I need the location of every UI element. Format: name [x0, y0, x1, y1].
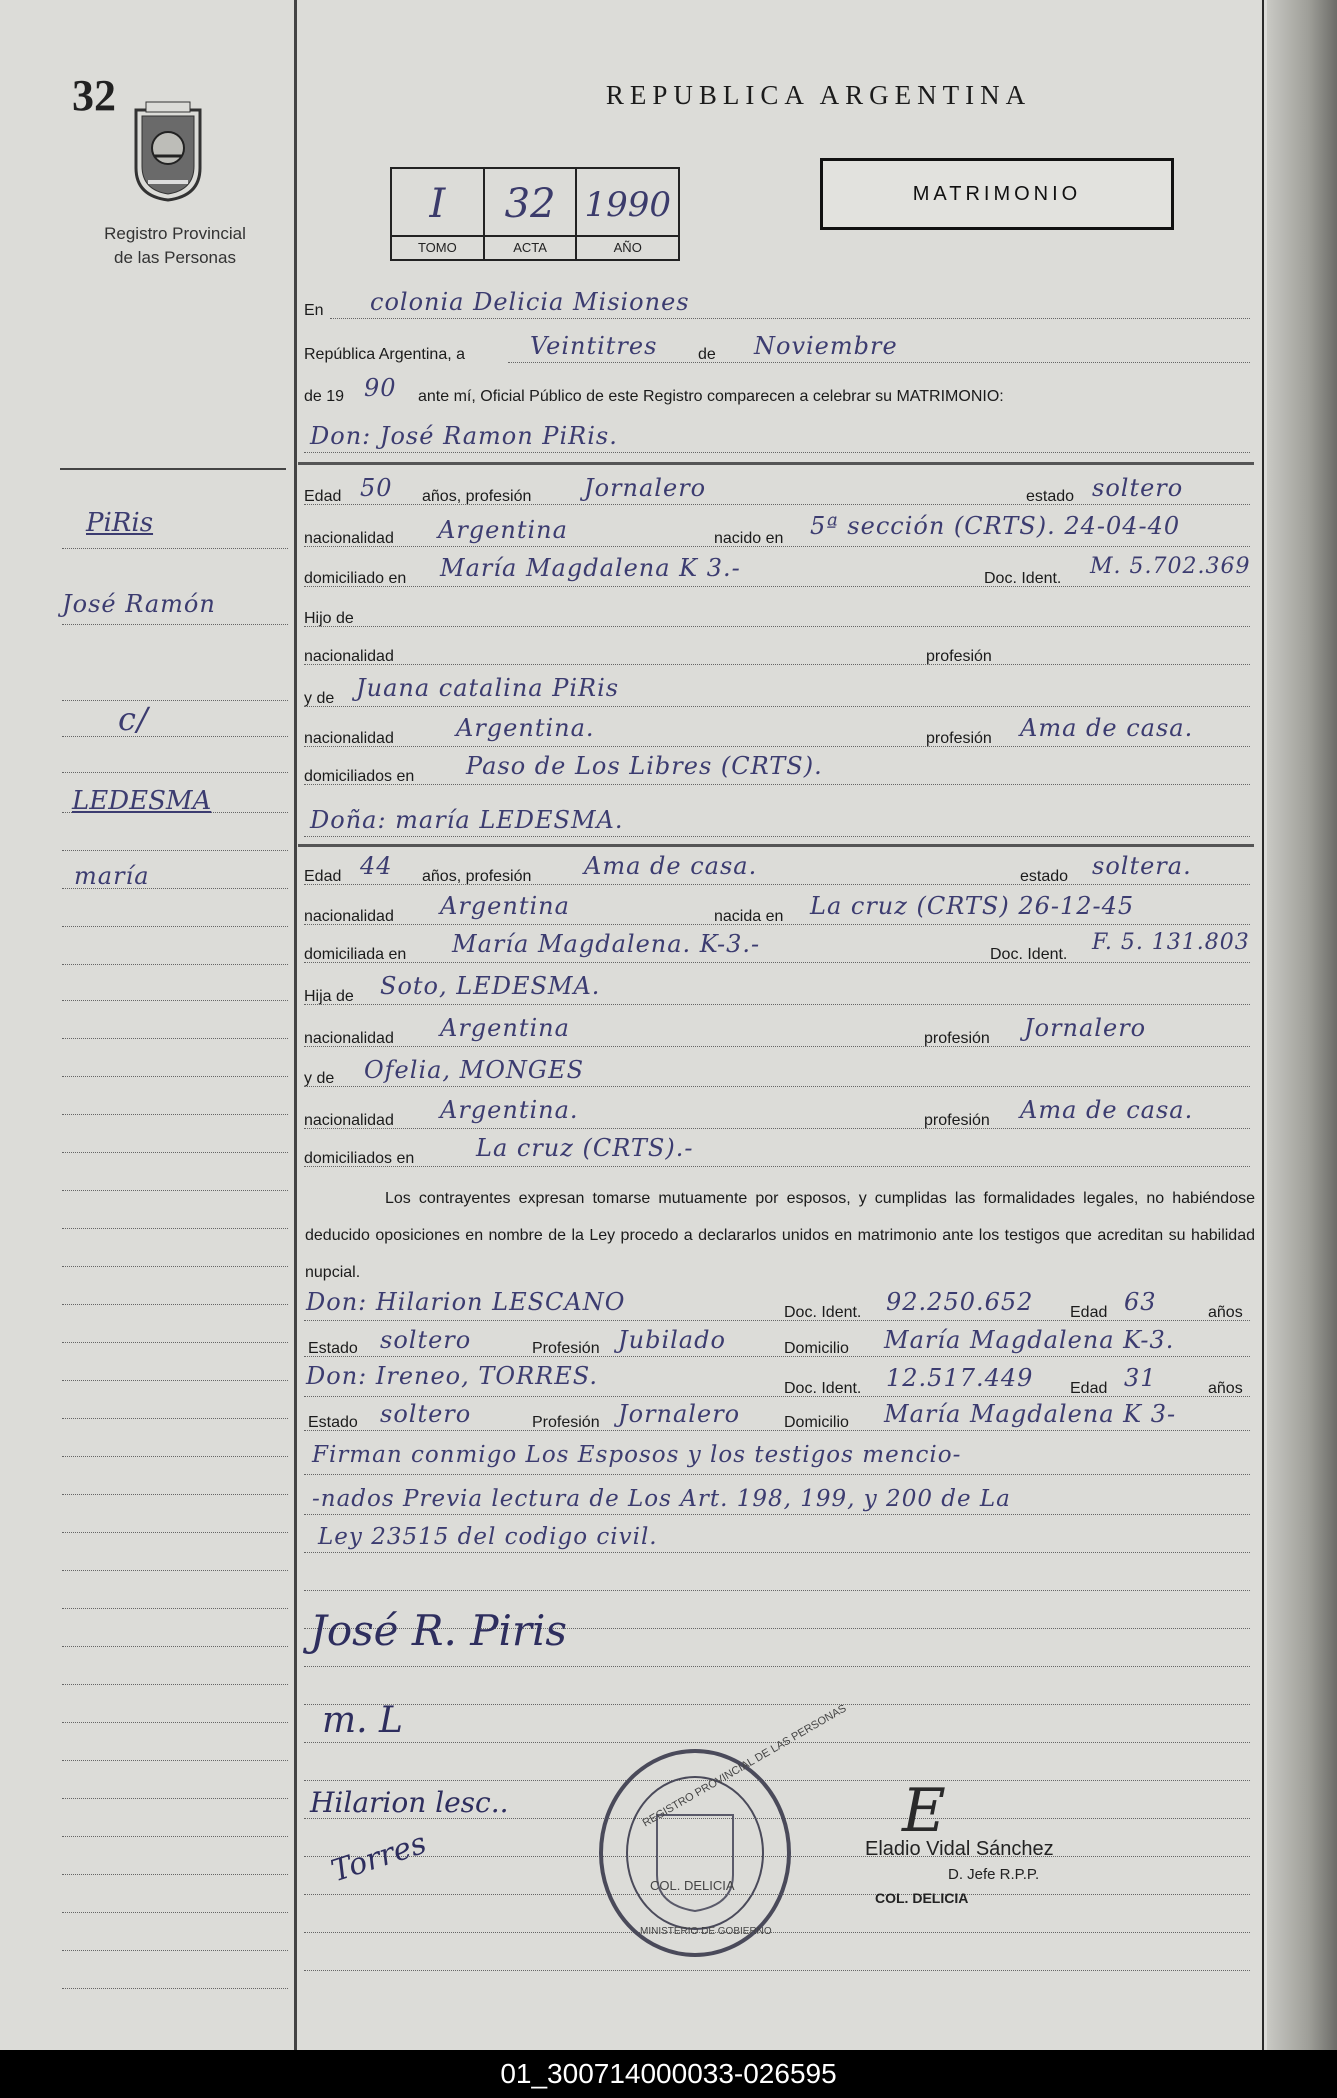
groom-parents-domicile: Paso de Los Libres (CRTS).	[466, 752, 823, 780]
witness1-profession: Jubilado	[618, 1326, 726, 1354]
rule-bride-7	[304, 1128, 1250, 1130]
closing-line-3: Ley 23515 del codigo civil.	[318, 1524, 658, 1550]
ano-label: AÑO	[577, 235, 678, 259]
de-label: de	[698, 346, 716, 363]
ano-value: 1990	[584, 185, 671, 225]
bride-birth: La cruz (CRTS) 26-12-45	[810, 892, 1135, 920]
bride-profession: Ama de casa.	[584, 852, 758, 880]
groom-yde-label: y de	[304, 690, 335, 707]
closing-line-1: Firman conmigo Los Esposos y los testigos mencio-	[312, 1442, 962, 1468]
bride-yde-label: y de	[304, 1070, 335, 1087]
bride-father: Soto, LEDESMA.	[380, 972, 601, 1000]
groom-father-prof-label: profesión	[926, 648, 992, 665]
groom-doc: M. 5.702.369	[1090, 554, 1251, 579]
bride-age: 44	[360, 852, 393, 880]
margin-given-groom: José Ramón	[62, 590, 216, 618]
witness1-dom-label: Domicilio	[784, 1340, 849, 1357]
rule-groom-2	[304, 546, 1250, 548]
rule-groom-3	[304, 586, 1250, 588]
rule-closing-1	[304, 1474, 1250, 1476]
witness2-age: 31	[1124, 1364, 1157, 1392]
rule-w2-b	[304, 1430, 1250, 1432]
groom-nationality: Argentina	[438, 516, 568, 544]
signature-groom: José R. Piris	[310, 1606, 567, 1655]
book-page-edge	[1267, 0, 1337, 2050]
officer-signature: E	[902, 1776, 946, 1846]
rule-date	[508, 362, 1250, 364]
bride-hija-label: Hija de	[304, 988, 354, 1005]
witness1-doc: 92.250.652	[886, 1288, 1034, 1316]
bride-father-profession: Jornalero	[1024, 1014, 1147, 1042]
groom-mother-nationality: Argentina.	[456, 714, 595, 742]
record-id-box	[390, 167, 680, 261]
groom-mother-nac-label: nacionalidad	[304, 730, 394, 747]
witness2-dom-label: Domicilio	[784, 1414, 849, 1431]
rule-bride-2	[304, 924, 1250, 926]
tomo-value: I	[429, 181, 446, 227]
groom-mother-prof-label: profesión	[926, 730, 992, 747]
groom-father-nac-label: nacionalidad	[304, 648, 394, 665]
groom-prof-label: años, profesión	[422, 488, 532, 505]
acta-value: 32	[504, 181, 556, 227]
groom-estado-label: estado	[1026, 488, 1075, 505]
rule-place	[330, 318, 1250, 320]
bride-nationality: Argentina	[440, 892, 570, 920]
signature-witness2: Torres	[326, 1825, 431, 1890]
bride-father-prof-label: profesión	[924, 1030, 990, 1047]
rule-groom-8	[304, 784, 1250, 786]
bride-domicile: María Magdalena. K-3.-	[452, 930, 761, 958]
rule-bride-1	[304, 884, 1250, 886]
bride-section-divider	[298, 844, 1254, 847]
witness2-anos: años	[1208, 1380, 1243, 1397]
rule-groom-5	[304, 664, 1250, 666]
bride-name: Doña: maría LEDESMA.	[310, 806, 624, 834]
bride-doc-label: Doc. Ident.	[990, 946, 1068, 963]
witness2-estado-label: Estado	[308, 1414, 358, 1431]
officer-title: D. Jefe R.P.P.	[948, 1866, 1040, 1883]
margin-surname-groom: PiRis	[86, 508, 154, 538]
officer-name: Eladio Vidal Sánchez	[865, 1838, 1054, 1860]
page-number: 32	[72, 71, 116, 120]
acta-cell	[485, 169, 578, 259]
groom-nacido-label: nacido en	[714, 530, 784, 547]
witness1-prof-label: Profesión	[532, 1340, 600, 1357]
country-heading: REPUBLICA ARGENTINA	[605, 80, 1032, 110]
groom-age: 50	[360, 474, 393, 502]
rule-groom-4	[304, 626, 1250, 628]
bride-estado: soltera.	[1092, 852, 1192, 880]
witness2-prof-label: Profesión	[532, 1414, 600, 1431]
bride-mother-nationality: Argentina.	[440, 1096, 579, 1124]
rule-closing-3	[304, 1552, 1250, 1554]
rule-bride-6	[304, 1086, 1250, 1088]
witness1-anos: años	[1208, 1304, 1243, 1321]
groom-name: Don: José Ramon PiRis.	[310, 422, 618, 450]
rule-bride-4	[304, 1004, 1250, 1006]
margin-given-bride: maría	[74, 862, 150, 890]
groom-birth: 5ª sección (CRTS). 24-04-40	[810, 512, 1181, 540]
year-prefix: de 19	[304, 388, 345, 405]
right-border-line	[1262, 0, 1264, 2050]
groom-dom-label: domiciliado en	[304, 570, 407, 587]
rule-bride-5	[304, 1046, 1250, 1048]
bride-father-nac-label: nacionalidad	[304, 1030, 394, 1047]
witness1-edad-label: Edad	[1070, 1304, 1108, 1321]
witness1-doc-label: Doc. Ident.	[784, 1304, 862, 1321]
closing-line-2: -nados Previa lectura de Los Art. 198, 199, y 200 de La	[312, 1486, 1011, 1512]
bride-nac-label: nacionalidad	[304, 908, 394, 925]
witness2-name: Don: Ireneo, TORRES.	[306, 1362, 598, 1390]
witness2-edad-label: Edad	[1070, 1380, 1108, 1397]
witness2-doc: 12.517.449	[886, 1364, 1034, 1392]
rule-w1-b	[304, 1356, 1250, 1358]
groom-domicile: María Magdalena K 3.-	[440, 554, 741, 582]
groom-profession: Jornalero	[584, 474, 707, 502]
margin-top-rule	[60, 468, 286, 470]
rule-w1-a	[304, 1320, 1250, 1322]
bride-parents-dom-label: domiciliados en	[304, 1150, 415, 1167]
declaration-text: Los contrayentes expresan tomarse mutuamente por esposos, y cumplidas las formalidades legales, no habiéndose deducido oposiciones en nombre de la Ley procedo a declararlos unidos en matrimonio ante los testigos que acreditan su habilidad nupcial.	[305, 1190, 1255, 1281]
witness1-age: 63	[1124, 1288, 1157, 1316]
stamp-center-text: COL. DELICIA	[650, 1878, 735, 1893]
bride-edad-label: Edad	[304, 868, 342, 885]
bride-mother: Ofelia, MONGES	[364, 1056, 585, 1084]
bride-prof-label: años, profesión	[422, 868, 532, 885]
bride-father-nationality: Argentina	[440, 1014, 570, 1042]
stamp-bottom-text: MINISTERIO DE GOBIERNO	[640, 1926, 772, 1937]
year-suffix: 90	[364, 374, 397, 402]
registry-label-line1: Registro Provincial	[104, 224, 246, 243]
witness1-domicile: María Magdalena K-3.	[884, 1326, 1175, 1354]
groom-estado: soltero	[1092, 474, 1184, 502]
rule-w2-a	[304, 1396, 1250, 1398]
bride-estado-label: estado	[1020, 868, 1069, 885]
bride-mother-profession: Ama de casa.	[1020, 1096, 1194, 1124]
groom-parents-dom-label: domiciliados en	[304, 768, 415, 785]
tomo-label: TOMO	[392, 235, 483, 259]
bride-mother-prof-label: profesión	[924, 1112, 990, 1129]
day-value: Veintitres	[530, 332, 658, 360]
bride-parents-domicile: La cruz (CRTS).-	[476, 1134, 694, 1162]
witness2-doc-label: Doc. Ident.	[784, 1380, 862, 1397]
witness1-name: Don: Hilarion LESCANO	[306, 1288, 626, 1316]
groom-mother-profession: Ama de casa.	[1020, 714, 1194, 742]
signature-witness1: Hilarion lesc..	[310, 1786, 509, 1819]
witness1-estado: soltero	[380, 1326, 472, 1354]
rule-groom-7	[304, 746, 1250, 748]
bride-dom-label: domiciliada en	[304, 946, 407, 963]
rule-bride-name	[304, 836, 1250, 838]
acta-label: ACTA	[485, 235, 576, 259]
month-value: Noviembre	[754, 332, 898, 360]
margin-surname-bride: LEDESMA	[72, 786, 212, 816]
rule-groom-6	[304, 706, 1250, 708]
rule-groom-1	[304, 504, 1250, 506]
stamp-ring-text: REGISTRO PROVINCIAL DE LAS PERSONAS	[640, 1702, 849, 1830]
footer-code: 01_300714000033-026595	[0, 2050, 1337, 2098]
statement: ante mí, Oficial Público de este Registro comparecen a celebrar su MATRIMONIO:	[418, 388, 1004, 405]
witness2-estado: soltero	[380, 1400, 472, 1428]
rule-bride-8	[304, 1166, 1250, 1168]
registry-label	[60, 222, 290, 270]
witness2-domicile: María Magdalena K 3-	[884, 1400, 1177, 1428]
record-type-box: MATRIMONIO	[820, 158, 1174, 230]
officer-office: COL. DELICIA	[875, 1890, 969, 1906]
margin-conjunction: c/	[118, 700, 149, 738]
margin-divider	[294, 0, 297, 2050]
province-seal-icon	[128, 96, 208, 202]
signature-bride: m. L	[322, 1700, 403, 1741]
witness1-estado-label: Estado	[308, 1340, 358, 1357]
tomo-cell	[392, 169, 485, 259]
bride-nacida-label: nacida en	[714, 908, 784, 925]
rule-bride-3	[304, 962, 1250, 964]
place-value: colonia Delicia Misiones	[370, 288, 690, 316]
bride-mother-nac-label: nacionalidad	[304, 1112, 394, 1129]
groom-doc-label: Doc. Ident.	[984, 570, 1062, 587]
bride-doc: F. 5. 131.803	[1092, 930, 1250, 955]
groom-mother: Juana catalina PiRis	[356, 674, 620, 702]
groom-nac-label: nacionalidad	[304, 530, 394, 547]
republica-label: República Argentina, a	[304, 346, 465, 363]
groom-section-divider	[298, 462, 1254, 465]
rule-groom-name	[304, 452, 1250, 454]
registry-label-line2: de las Personas	[114, 248, 236, 267]
groom-hijo-label: Hijo de	[304, 610, 354, 627]
witness2-profession: Jornalero	[618, 1400, 741, 1428]
rule-closing-2	[304, 1514, 1250, 1516]
ano-cell	[577, 169, 678, 259]
en-label: En	[304, 302, 324, 319]
groom-edad-label: Edad	[304, 488, 342, 505]
